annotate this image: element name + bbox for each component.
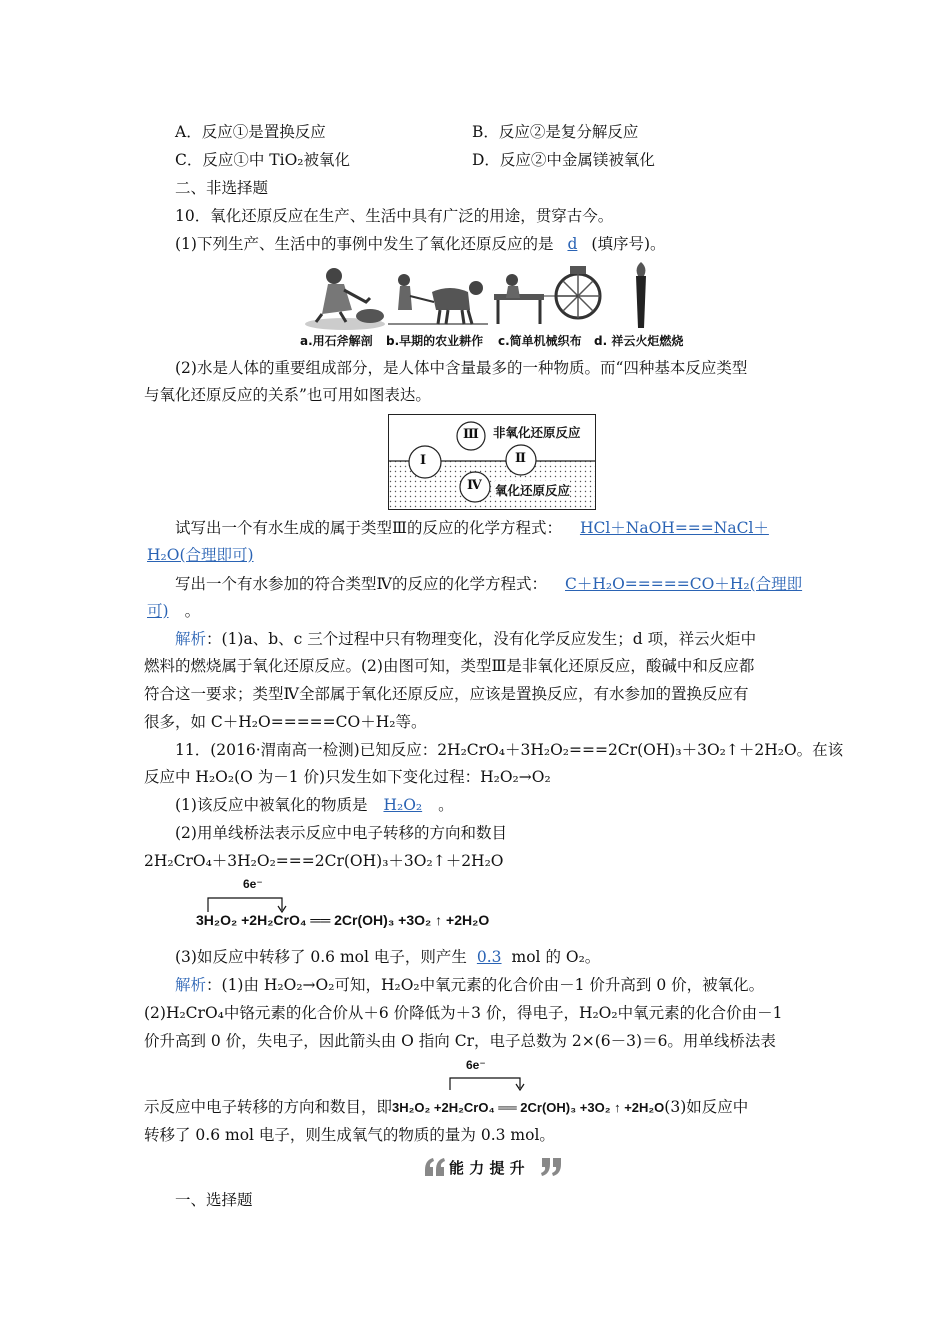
option-b: B．反应②是复分解反应 — [472, 123, 639, 141]
analysis-10-line-2: 燃料的燃烧属于氧化还原反应。(2)由图可知，类型Ⅲ是非氧化还原反应，酸碱中和反应都 — [144, 657, 755, 675]
analysis-11-line-4: 示反应中电子转移的方向和数目，即3H₂O₂ +2H₂CrO₄ ══ 2Cr(OH)₃ +3O₂ ↑ +2H₂O(3)如反应中 — [144, 1098, 749, 1116]
question-10-stem: 10．氧化还原反应在生产、生活中具有广泛的用途，贯穿古今。 — [175, 207, 614, 225]
analysis-11-line-3: 价升高到 0 价，失电子，因此箭头由 O 指向 Cr，电子总数为 2×(6－3)＝6。用单线桥法表 — [144, 1032, 776, 1050]
circle-i: Ⅰ — [420, 453, 427, 468]
electron-label: 6e⁻ — [243, 877, 263, 891]
analysis-label: 解析 — [175, 976, 207, 994]
analysis-11-line-1: 解析：(1)由 H₂O₂→O₂可知，H₂O₂中氧元素的化合价由－1 价升高到 0 价，被氧化。 — [175, 976, 765, 994]
type-iii-prompt: 试写出一个有水生成的属于类型Ⅲ的反应的化学方程式： HCl＋NaOH===NaCl＋ — [175, 519, 769, 537]
close-quote-icon — [539, 1156, 563, 1178]
bridge-equation-inline: 3H₂O₂ +2H₂CrO₄ ══ 2Cr(OH)₃ +3O₂ ↑ +2H₂O — [392, 1100, 665, 1115]
section-heading-choice: 一、选择题 — [175, 1191, 253, 1209]
banner-title: 能 力 提 升 — [449, 1159, 525, 1177]
question-11-stem: 11．(2016·渭南高一检测)已知反应：2H₂CrO₄＋3H₂O₂===2Cr(OH)₃＋3O₂↑＋2H₂O。在该 — [175, 741, 844, 759]
question-10-part-2-cont: 与氧化还原反应的关系”也可用如图表达。 — [144, 386, 431, 404]
electron-label-inline: 6e⁻ — [466, 1058, 486, 1072]
caption-d: d. 祥云火炬燃烧 — [594, 334, 684, 348]
question-11-stem-cont: 反应中 H₂O₂(O 为－1 价)只发生如下变化过程：H₂O₂→O₂ — [144, 768, 551, 786]
stone-axe-illustration — [300, 262, 390, 332]
circle-iv: Ⅳ — [467, 478, 482, 493]
analysis-10-line-1: 解析：(1)a、b、c 三个过程中只有物理变化，没有化学反应发生；d 项，祥云火炬中 — [175, 630, 757, 648]
option-d: D．反应②中金属镁被氧化 — [472, 151, 655, 169]
question-10-part-2: (2)水是人体的重要组成部分，是人体中含量最多的一种物质。而“四种基本反应类型 — [175, 359, 748, 377]
torch-illustration — [630, 262, 652, 330]
option-a: A．反应①是置换反应 — [175, 123, 326, 141]
question-11-equation: 2H₂CrO₄＋3H₂O₂===2Cr(OH)₃＋3O₂↑＋2H₂O — [144, 852, 504, 870]
question-11-part-3: (3)如反应中转移了 0.6 mol 电子，则产生 0.3 mol 的 O₂。 — [175, 948, 601, 966]
type-iii-answer-cont: H₂O(合理即可) — [147, 546, 254, 564]
caption-a: a.用石斧解剖 — [300, 334, 373, 348]
analysis-label: 解析 — [175, 630, 207, 648]
farming-illustration — [388, 266, 488, 330]
reaction-type-diagram — [388, 414, 596, 510]
caption-b: b.早期的农业耕作 — [386, 334, 484, 348]
circle-iii: Ⅲ — [463, 427, 479, 442]
question-10-part-1: (1)下列生产、生活中的事例中发生了氧化还原反应的是 d (填序号)。 — [175, 235, 666, 253]
caption-c: c.简单机械织布 — [498, 334, 582, 348]
open-quote-icon — [423, 1156, 447, 1178]
section-heading: 二、非选择题 — [175, 179, 269, 197]
question-11-part-1: (1)该反应中被氧化的物质是 H₂O₂ 。 — [175, 796, 454, 814]
question-11-part-2: (2)用单线桥法表示反应中电子转移的方向和数目 — [175, 824, 507, 842]
analysis-10-line-4: 很多，如 C＋H₂O=====CO＋H₂等。 — [144, 713, 427, 731]
analysis-11-line-2: (2)H₂CrO₄中铬元素的化合价从＋6 价降低为＋3 价，得电子，H₂O₂中氧元素的化合价由－1 — [144, 1004, 783, 1022]
type-iv-answer-cont: 可) 。 — [147, 602, 201, 620]
redox-label: 氧化还原反应 — [495, 483, 571, 498]
analysis-10-line-3: 符合这一要求；类型Ⅳ全部属于氧化还原反应，应该是置换反应，有水参加的置换反应有 — [144, 685, 749, 703]
type-iv-prompt: 写出一个有水参加的符合类型Ⅳ的反应的化学方程式： C＋H₂O=====CO＋H₂(合理即 — [175, 575, 803, 593]
bridge-equation: 3H₂O₂ +2H₂CrO₄ ══ 2Cr(OH)₃ +3O₂ ↑ +2H₂O — [196, 912, 490, 928]
answer-blank: d — [567, 235, 578, 253]
weaving-illustration — [490, 264, 605, 330]
analysis-11-line-5: 转移了 0.6 mol 电子，则生成氧气的物质的量为 0.3 mol。 — [144, 1126, 555, 1144]
section-banner — [423, 1151, 563, 1183]
non-redox-label: 非氧化还原反应 — [493, 425, 581, 440]
circle-ii: Ⅱ — [515, 451, 526, 466]
option-c: C．反应①中 TiO₂被氧化 — [175, 151, 351, 169]
